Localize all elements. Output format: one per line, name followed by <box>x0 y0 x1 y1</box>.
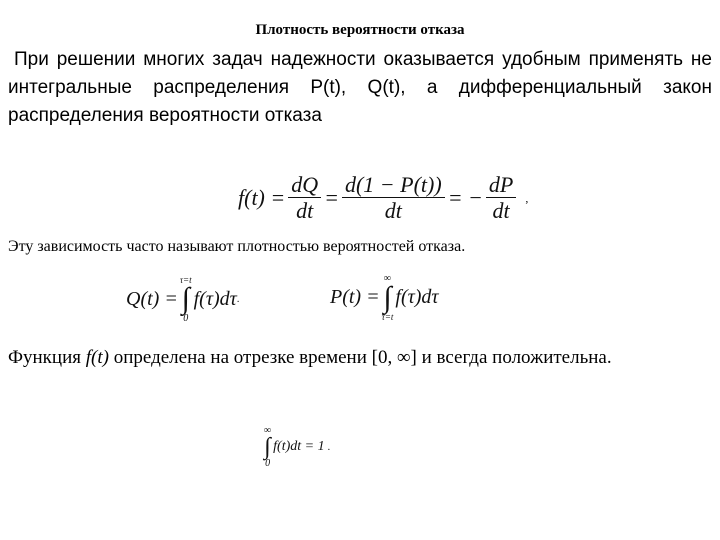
d-one-minus-p-denominator: dt <box>384 198 402 223</box>
q-upper-limit: τ=t <box>179 275 192 285</box>
function-domain-paragraph <box>8 344 712 371</box>
equals-sign: = <box>324 185 339 210</box>
q-integrand: f(τ)dτ <box>193 288 237 311</box>
q-integral-formula <box>126 274 286 338</box>
integral-sign <box>180 276 192 324</box>
integral-symbol: ∫ <box>264 434 271 460</box>
density-trailing-comma: , <box>525 190 529 205</box>
density-naming-paragraph: Эту зависимость часто называют плотностью вероятностей отказа. <box>8 238 466 255</box>
dp-numerator: dP <box>486 174 516 198</box>
normalization-formula <box>262 426 392 472</box>
intro-paragraph: При решении многих задач надежности оказывается удобным применять не интегральные распределения P(t), Q(t), а дифференциальный закон распределения вероятности отказа <box>8 49 712 126</box>
q-lower-limit: 0 <box>183 312 189 324</box>
d-one-minus-p-fraction <box>342 174 445 222</box>
slide-title: Плотность вероятности отказа <box>255 22 465 38</box>
d-one-minus-p-numerator: d(1 − P(t)) <box>342 174 445 198</box>
function-prefix: Функция <box>8 347 86 368</box>
p-integrand: f(τ)dτ <box>395 286 439 309</box>
integral-sign <box>382 274 394 322</box>
dp-denominator: dt <box>492 198 510 223</box>
dq-denominator: dt <box>296 198 314 223</box>
p-integral-formula <box>330 272 490 336</box>
equals-minus-sign: = − <box>447 185 483 210</box>
density-formula <box>238 168 538 230</box>
p-upper-limit: ∞ <box>383 273 392 284</box>
p-lower-limit: τ=t <box>381 311 394 322</box>
integral-symbol: ∫ <box>383 281 392 314</box>
norm-upper-limit: ∞ <box>264 425 272 436</box>
q-lhs: Q(t) = <box>126 288 178 311</box>
dq-dt-fraction <box>288 174 321 222</box>
p-lhs: P(t) = <box>330 286 380 309</box>
norm-integrand: f(t)dt = 1 <box>273 439 325 455</box>
norm-trailing-dot: . <box>327 441 331 453</box>
function-symbol: f(t) <box>85 347 109 368</box>
integral-symbol: ∫ <box>181 282 190 315</box>
dp-dt-fraction <box>486 174 516 222</box>
function-suffix: определена на отрезке времени [0, ∞] и всегда положительна. <box>108 347 612 368</box>
q-trailing-dot: . <box>236 294 240 306</box>
density-lhs: f(t) = <box>238 185 286 210</box>
integral-sign <box>264 426 271 469</box>
dq-numerator: dQ <box>288 174 321 198</box>
norm-lower-limit: 0 <box>265 457 271 469</box>
